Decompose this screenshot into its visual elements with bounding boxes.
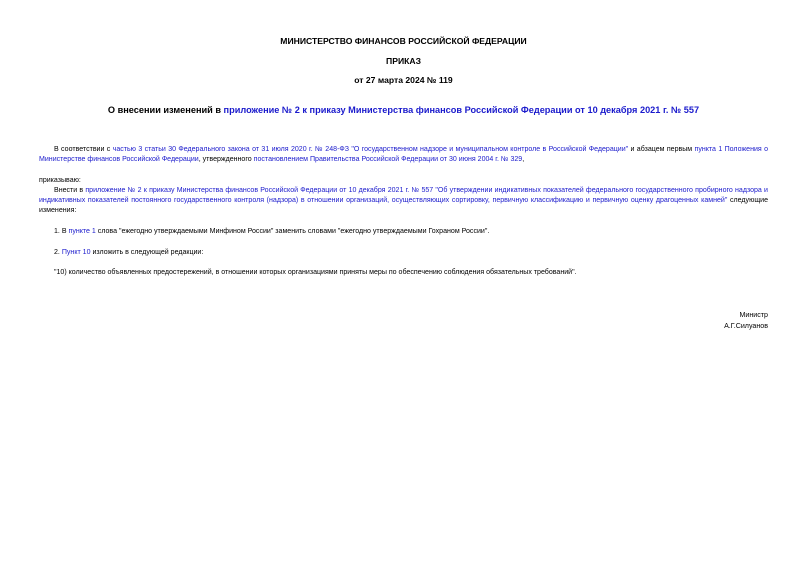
body-paragraph [39, 186, 768, 216]
quoted-wording: "10) количество объявленных предостережений, в отношении которых организациями приняты меры по обеспечению соблюдения обязательных требований". [54, 269, 577, 276]
body-link-appendix[interactable]: приложение № 2 к приказу Министерства финансов Российской Федерации от 10 декабря 2021 г. № 557 "Об утверждении индикативных показателей федерального государственного пробирного надзора и индикативных показателей постоянного государственного контроля (надзора) в отношении организаций, осуществляющих сортировку, первичную классификацию и первичную оценку драгоценных камней" [39, 187, 768, 204]
item-2 [54, 248, 203, 258]
document-title [0, 105, 807, 115]
ministry-heading: МИНИСТЕРСТВО ФИНАНСОВ РОССИЙСКОЙ ФЕДЕРАЦИИ [280, 36, 527, 46]
item-2-link[interactable]: Пункт 10 [61, 249, 91, 256]
preamble-text-4: , [522, 156, 525, 163]
preamble-link-resolution[interactable]: постановлением Правительства Российской Федерации от 30 июня 2004 г. № 329 [253, 156, 523, 163]
signatory-name: А.Г.Силуанов [724, 322, 768, 330]
item-1 [54, 227, 489, 237]
title-link[interactable]: приложение № 2 к приказу Министерства финансов Российской Федерации от 10 декабря 2021 г. № 557 [223, 105, 700, 115]
item-1-link[interactable]: пункте 1 [68, 228, 96, 235]
item-1-text: слова "ежегодно утверждаемыми Минфином России" заменить словами "ежегодно утверждаемыми Гохраном России". [95, 228, 490, 235]
body-text-2: следующие изменения: [39, 197, 769, 214]
preamble-text-3: , утвержденного [198, 156, 254, 163]
doc-type-heading: ПРИКАЗ [386, 56, 421, 66]
body-text-1: Внести в [54, 187, 86, 194]
signatory-position: Министр [739, 311, 768, 319]
preamble-link-regulation[interactable]: пункта 1 Положения о Министерстве финансов Российской Федерации [39, 146, 768, 163]
preamble-paragraph [39, 145, 768, 165]
item-2-text: изложить в следующей редакции: [90, 249, 204, 256]
preamble-text-1: В соответствии с [54, 146, 113, 153]
signature-block [724, 310, 768, 332]
item-2-number: 2. [54, 249, 62, 256]
order-word: приказываю: [39, 177, 81, 184]
date-number-heading: от 27 марта 2024 № 119 [354, 75, 453, 85]
item-1-number: 1. В [54, 228, 69, 235]
preamble-link-law[interactable]: частью 3 статьи 30 Федерального закона от 31 июля 2020 г. № 248-ФЗ "О государственном надзоре и муниципальном контроле в Российской Федерации" [112, 146, 629, 153]
preamble-text-2: и абзацем первым [628, 146, 695, 153]
title-prefix: О внесении изменений в [107, 105, 224, 115]
